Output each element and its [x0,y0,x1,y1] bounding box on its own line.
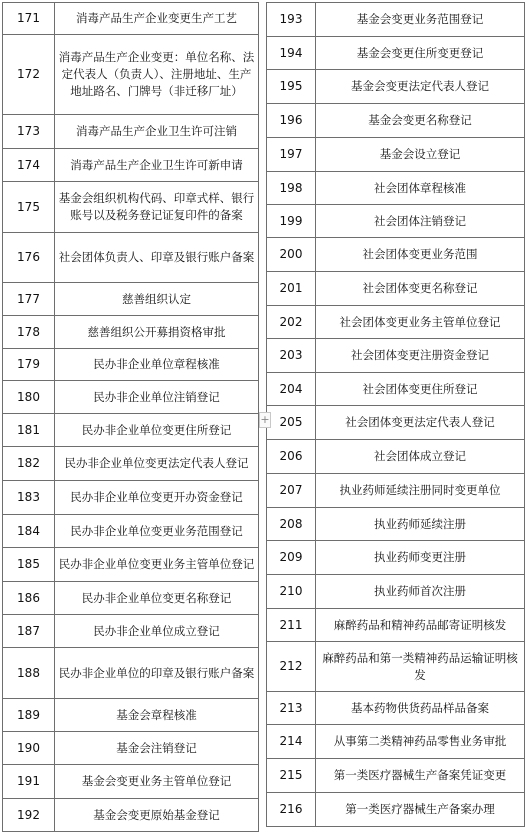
item-name-cell: 社会团体变更法定代表人登记 [316,406,525,440]
item-name-cell: 社会团体变更住所登记 [316,373,525,406]
row-number-cell: 198 [267,172,316,205]
table-row [267,272,525,306]
left-table [2,2,259,832]
item-name-cell: 社会团体变更业务主管单位登记 [316,306,525,339]
row-number-cell: 206 [267,440,316,474]
row-number-cell: 207 [267,474,316,508]
left-table-body [3,3,259,832]
item-name-cell: 社会团体负责人、印章及银行账户备案 [55,233,259,283]
row-number-cell: 187 [3,615,55,648]
item-name-cell: 基金会变更业务主管单位登记 [55,765,259,799]
row-number-cell: 209 [267,541,316,575]
table-row [3,35,259,115]
table-row [267,339,525,373]
row-number-cell: 202 [267,306,316,339]
row-number-cell: 182 [3,447,55,481]
table-row [3,447,259,481]
row-number-cell: 181 [3,414,55,447]
table-row [3,582,259,615]
item-name-cell: 社会团体变更名称登记 [316,272,525,306]
table-row [267,70,525,104]
item-name-cell: 基金会章程核准 [55,699,259,732]
table-row [3,732,259,765]
row-number-cell: 203 [267,339,316,373]
row-number-cell: 175 [3,182,55,233]
table-row [3,283,259,316]
row-number-cell: 185 [3,548,55,582]
item-name-cell: 基金会变更住所变更登记 [316,37,525,70]
table-row [267,172,525,205]
table-row [3,349,259,381]
table-row [3,182,259,233]
table-row [3,3,259,35]
row-number-cell: 184 [3,515,55,548]
row-number-cell: 201 [267,272,316,306]
item-name-cell: 民办非企业单位成立登记 [55,615,259,648]
table-row [267,3,525,37]
table-row [3,481,259,515]
row-number-cell: 183 [3,481,55,515]
item-name-cell: 民办非企业单位章程核准 [55,349,259,381]
item-name-cell: 社会团体成立登记 [316,440,525,474]
table-row [267,692,525,725]
row-number-cell: 188 [3,648,55,699]
table-row [267,104,525,138]
row-number-cell: 177 [3,283,55,316]
table-row [267,440,525,474]
item-name-cell: 消毒产品生产企业变更生产工艺 [55,3,259,35]
item-name-cell: 消毒产品生产企业卫生许可注销 [55,115,259,149]
row-number-cell: 192 [3,799,55,832]
row-number-cell: 196 [267,104,316,138]
row-number-cell: 174 [3,149,55,182]
table-row [267,793,525,827]
table-row [3,765,259,799]
right-table-body [267,3,525,827]
item-name-cell: 第一类医疗器械生产备案办理 [316,793,525,827]
table-row [267,306,525,339]
table-row [3,381,259,414]
row-number-cell: 179 [3,349,55,381]
row-number-cell: 171 [3,3,55,35]
row-number-cell: 210 [267,575,316,609]
item-name-cell: 民办非企业单位注销登记 [55,381,259,414]
row-number-cell: 205 [267,406,316,440]
item-name-cell: 民办非企业单位变更开办资金登记 [55,481,259,515]
table-row [267,575,525,609]
table-row [267,609,525,642]
item-name-cell: 基金会注销登记 [55,732,259,765]
table-row [3,115,259,149]
row-number-cell: 193 [267,3,316,37]
item-name-cell: 社会团体变更业务范围 [316,238,525,272]
table-row [3,699,259,732]
row-number-cell: 199 [267,205,316,238]
item-name-cell: 民办非企业单位的印章及银行账户备案 [55,648,259,699]
item-name-cell: 慈善组织认定 [55,283,259,316]
item-name-cell: 民办非企业单位变更业务范围登记 [55,515,259,548]
table-row [267,541,525,575]
table-row [3,414,259,447]
item-name-cell: 基金会变更原始基金登记 [55,799,259,832]
row-number-cell: 200 [267,238,316,272]
table-row [267,725,525,759]
item-name-cell: 基金会变更法定代表人登记 [316,70,525,104]
row-number-cell: 213 [267,692,316,725]
table-row [267,238,525,272]
table-row [3,548,259,582]
row-number-cell: 214 [267,725,316,759]
row-number-cell: 212 [267,642,316,692]
row-number-cell: 197 [267,138,316,172]
item-name-cell: 执业药师首次注册 [316,575,525,609]
row-number-cell: 194 [267,37,316,70]
item-name-cell: 社会团体变更注册资金登记 [316,339,525,373]
table-row [3,615,259,648]
row-number-cell: 204 [267,373,316,406]
item-name-cell: 基金会变更业务范围登记 [316,3,525,37]
item-name-cell: 执业药师延续注册 [316,508,525,541]
item-name-cell: 社会团体注销登记 [316,205,525,238]
table-row [267,474,525,508]
row-number-cell: 216 [267,793,316,827]
table-row [267,205,525,238]
item-name-cell: 民办非企业单位变更业务主管单位登记 [55,548,259,582]
row-number-cell: 176 [3,233,55,283]
row-number-cell: 191 [3,765,55,799]
table-row [3,233,259,283]
item-name-cell: 消毒产品生产企业卫生许可新申请 [55,149,259,182]
item-name-cell: 执业药师变更注册 [316,541,525,575]
item-name-cell: 民办非企业单位变更住所登记 [55,414,259,447]
table-row [3,799,259,832]
row-number-cell: 211 [267,609,316,642]
row-number-cell: 215 [267,759,316,793]
row-number-cell: 195 [267,70,316,104]
item-name-cell: 第一类医疗器械生产备案凭证变更 [316,759,525,793]
table-row [3,648,259,699]
row-number-cell: 190 [3,732,55,765]
table-row [267,642,525,692]
item-name-cell: 麻醉药品和第一类精神药品运输证明核发 [316,642,525,692]
row-number-cell: 189 [3,699,55,732]
row-number-cell: 180 [3,381,55,414]
table-row [267,138,525,172]
expand-handle-icon[interactable]: + [260,413,270,426]
item-name-cell: 基金会组织机构代码、印章式样、银行账号以及税务登记证复印件的备案 [55,182,259,233]
item-name-cell: 慈善组织公开募捐资格审批 [55,316,259,349]
item-name-cell: 社会团体章程核准 [316,172,525,205]
item-name-cell: 基金会变更名称登记 [316,104,525,138]
item-name-cell: 从事第二类精神药品零售业务审批 [316,725,525,759]
item-name-cell: 民办非企业单位变更法定代表人登记 [55,447,259,481]
item-name-cell: 执业药师延续注册同时变更单位 [316,474,525,508]
table-row [267,373,525,406]
row-number-cell: 173 [3,115,55,149]
table-row [3,316,259,349]
item-name-cell: 基金会设立登记 [316,138,525,172]
item-name-cell: 消毒产品生产企业变更：单位名称、法定代表人（负责人）、注册地址、生产地址路名、门牌号（非迁移厂址） [55,35,259,115]
item-name-cell: 民办非企业单位变更名称登记 [55,582,259,615]
table-row [267,37,525,70]
table-row [267,406,525,440]
right-table [266,2,525,827]
row-number-cell: 186 [3,582,55,615]
row-number-cell: 172 [3,35,55,115]
table-row [267,759,525,793]
table-row [267,508,525,541]
row-number-cell: 208 [267,508,316,541]
item-name-cell: 基本药物供货药品样品备案 [316,692,525,725]
item-name-cell: 麻醉药品和精神药品邮寄证明核发 [316,609,525,642]
row-number-cell: 178 [3,316,55,349]
table-row [3,149,259,182]
table-row [3,515,259,548]
